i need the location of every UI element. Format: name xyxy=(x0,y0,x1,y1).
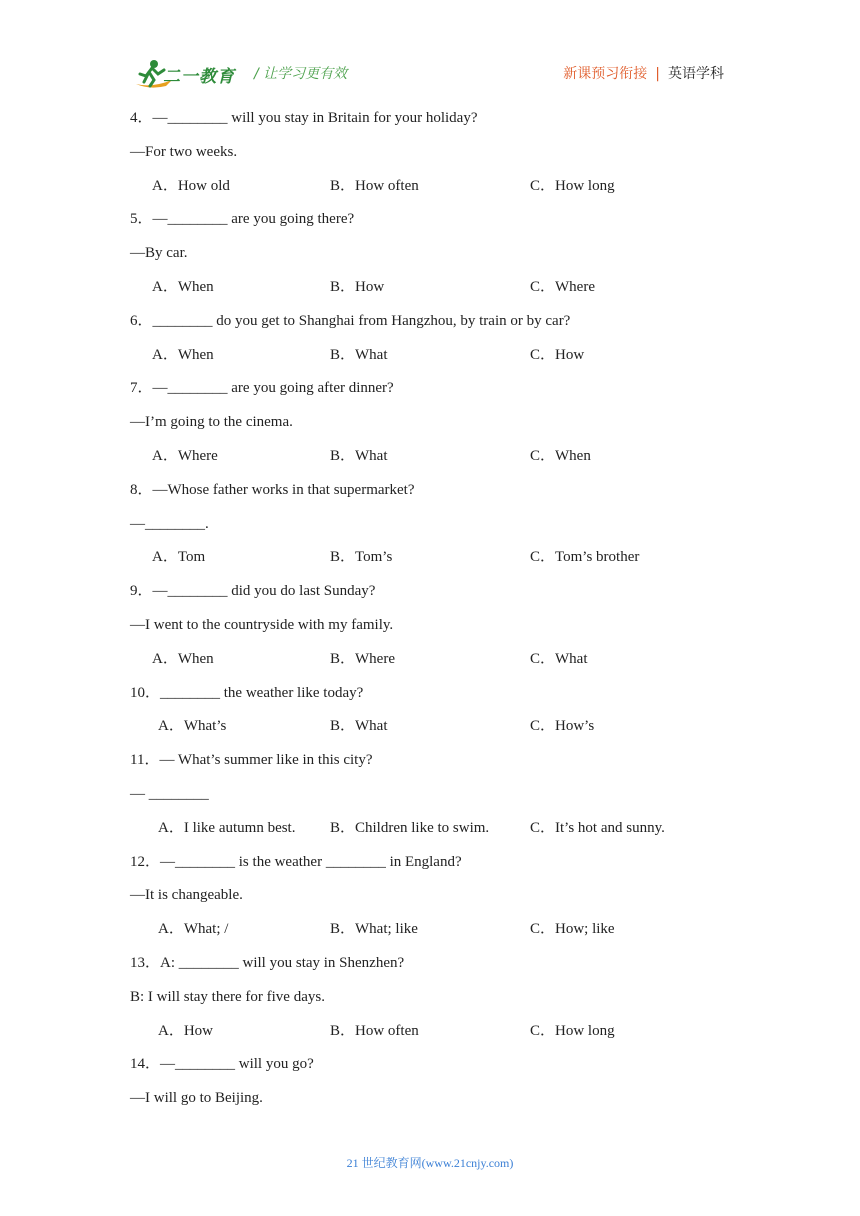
question-number: 5． xyxy=(130,211,153,228)
question-text: ________ the weather like today? xyxy=(160,684,364,701)
question-stem xyxy=(130,953,404,973)
header-separator: | xyxy=(655,66,660,82)
header-right xyxy=(563,63,724,83)
question-text: —For two weeks. xyxy=(130,143,238,160)
option-b: B．How xyxy=(330,279,385,295)
question-text: B: I will stay there for five days. xyxy=(130,988,325,1005)
option-c: C．Where xyxy=(530,279,595,295)
question-text: —I’m going to the cinema. xyxy=(130,414,293,431)
option-c: C．How; like xyxy=(530,921,615,938)
option-a: A．When xyxy=(152,650,214,667)
option-c: C．What xyxy=(530,650,588,667)
logo-text: 二一教育 xyxy=(163,67,235,87)
option-a: A．How old xyxy=(152,177,230,194)
question-number: 12． xyxy=(130,853,161,870)
question-line xyxy=(130,784,209,804)
option-c: C．Tom’s brother xyxy=(530,549,640,566)
question-number: 11． xyxy=(130,752,160,769)
option-b: B．What xyxy=(330,718,388,735)
question-text: —________. xyxy=(130,515,209,532)
option-b: B．What xyxy=(330,346,388,363)
page-footer: 21 世纪教育网(www.21cnjy.com) xyxy=(346,1156,514,1170)
option-b: B．Tom’s xyxy=(330,549,393,566)
option-a: A．Tom xyxy=(152,549,206,566)
option-a: A．Where xyxy=(152,448,218,464)
question-stem xyxy=(130,1054,314,1074)
question-line xyxy=(130,615,393,635)
option-c: C．How xyxy=(530,346,585,363)
question-line xyxy=(130,412,293,432)
question-line xyxy=(130,243,188,263)
question-number: 9． xyxy=(130,583,153,600)
question-stem xyxy=(130,209,354,229)
option-a: A．What; / xyxy=(158,921,229,938)
question-stem xyxy=(130,750,372,770)
option-b: B．How often xyxy=(330,177,419,194)
question-text: A: ________ will you stay in Shenzhen? xyxy=(160,955,405,971)
question-line xyxy=(130,885,243,905)
question-text: —________ are you going after dinner? xyxy=(152,380,394,397)
question-stem xyxy=(130,311,570,331)
question-text: —It is changeable. xyxy=(130,887,243,904)
option-b: B．How often xyxy=(330,1022,419,1039)
slogan: / 让学习更有效 xyxy=(254,66,348,82)
question-number: 13． xyxy=(130,955,161,971)
subject-label: 英语学科 xyxy=(668,66,724,82)
question-stem xyxy=(130,108,477,128)
question-text: — What’s summer like in this city? xyxy=(159,752,373,769)
option-a: A．What’s xyxy=(158,718,227,735)
question-line xyxy=(130,1088,263,1108)
question-number: 7． xyxy=(130,380,153,397)
question-line xyxy=(130,514,209,534)
question-text: —________ did you do last Sunday? xyxy=(152,583,376,600)
question-text: —________ is the weather ________ in England? xyxy=(160,853,462,870)
option-b: B．Children like to swim. xyxy=(330,819,490,836)
option-c: C．It’s hot and sunny. xyxy=(530,819,665,836)
option-b: B．Where xyxy=(330,650,395,667)
question-stem xyxy=(130,378,394,398)
question-number: 10． xyxy=(130,684,161,701)
question-text: —________ will you go? xyxy=(160,1056,314,1073)
question-line xyxy=(130,987,325,1007)
question-text: —By car. xyxy=(130,245,188,262)
question-text: —________ are you going there? xyxy=(152,211,355,228)
question-text: —Whose father works in that supermarket? xyxy=(152,481,415,498)
question-stem xyxy=(130,480,415,500)
option-a: A．I like autumn best. xyxy=(158,819,296,836)
option-c: C．How’s xyxy=(530,718,595,735)
option-a: A．When xyxy=(152,279,214,295)
option-c: C．When xyxy=(530,448,591,464)
question-text: —________ will you stay in Britain for your holiday? xyxy=(152,110,478,126)
question-stem xyxy=(130,683,363,703)
option-c: C．How long xyxy=(530,177,615,194)
question-number: 6． xyxy=(130,312,153,329)
question-text: — ________ xyxy=(130,786,209,802)
course-label: 新课预习衔接 xyxy=(563,66,648,82)
question-stem xyxy=(130,581,375,601)
option-a: A．When xyxy=(152,346,214,363)
option-b: B．What xyxy=(330,448,388,464)
question-number: 14． xyxy=(130,1056,161,1073)
question-text: —I will go to Beijing. xyxy=(130,1090,263,1107)
question-stem xyxy=(130,852,462,872)
question-line xyxy=(130,142,237,162)
question-number: 8． xyxy=(130,481,153,498)
option-a: A．How xyxy=(158,1022,213,1039)
question-text: ________ do you get to Shanghai from Hangzhou, by train or by car? xyxy=(152,312,571,329)
question-text: —I went to the countryside with my family. xyxy=(130,617,394,633)
option-c: C．How long xyxy=(530,1022,615,1039)
option-b: B．What; like xyxy=(330,921,418,938)
question-number: 4． xyxy=(130,110,153,126)
page-header xyxy=(0,0,860,100)
